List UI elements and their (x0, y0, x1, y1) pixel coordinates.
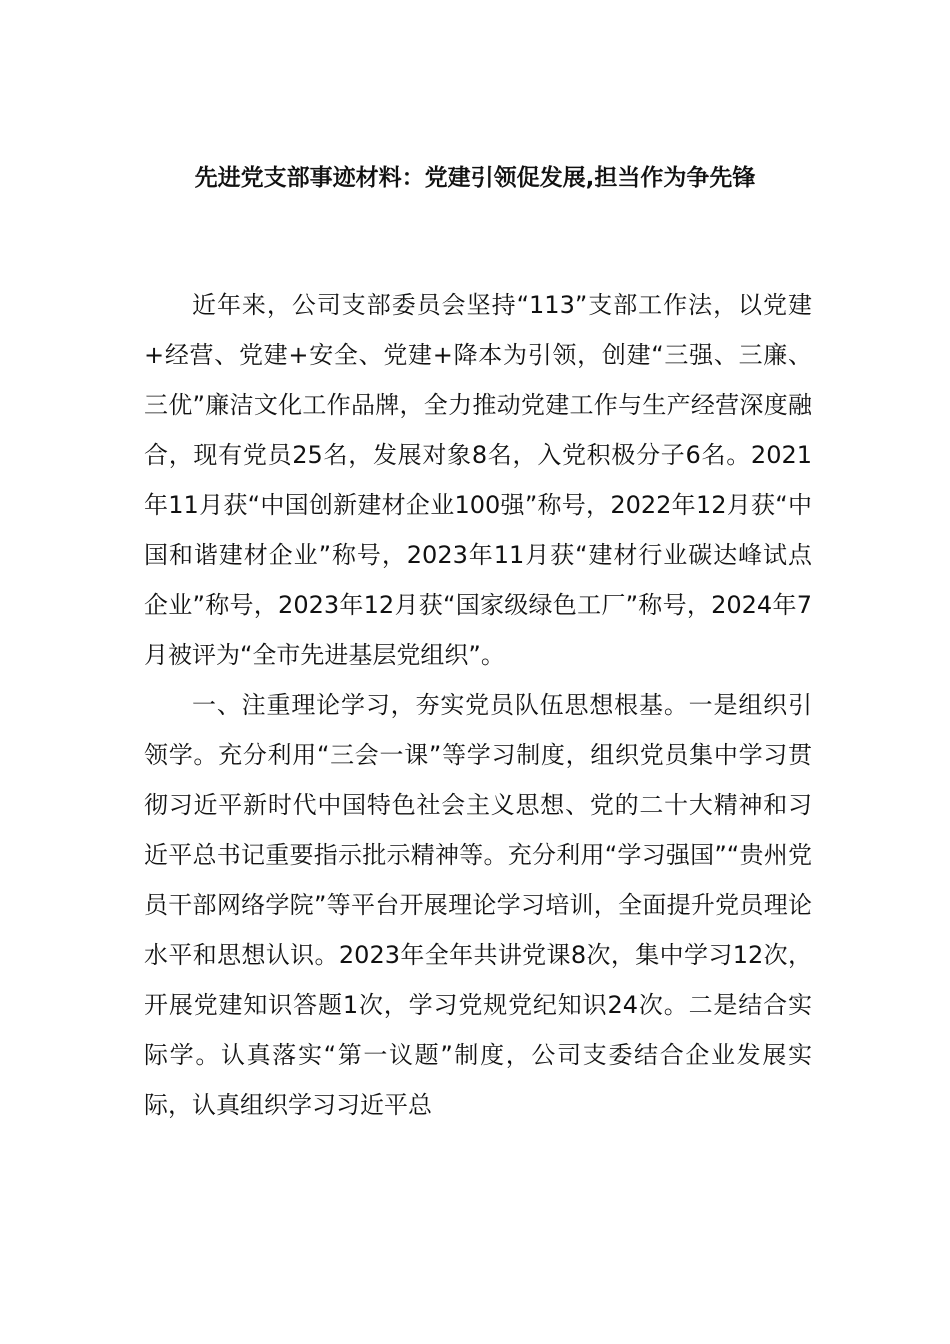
paragraph-section-one: 一、注重理论学习，夯实党员队伍思想根基。一是组织引领学。充分利用“三会一课”等学习制度，组织党员集中学习贯彻习近平新时代中国特色社会主义思想、党的二十大精神和习近平总书记重要指示批示精神等。充分利用“学习强国”“贵州党员干部网络学院”等平台开展理论学习培训，全面提升党员理论水平和思想认识。2023年全年共讲党课8次，集中学习12次，开展党建知识答题1次，学习党规党纪知识24次。二是结合实际学。认真落实“第一议题”制度，公司支委结合企业发展实际，认真组织学习习近平总 (144, 691, 812, 1119)
document-title: 先进党支部事迹材料：党建引领促发展,担当作为争先锋 (194, 165, 756, 191)
document-body (144, 280, 812, 1130)
paragraph-intro: 近年来，公司支部委员会坚持“113”支部工作法，以党建+经营、党建+安全、党建+降本为引领，创建“三强、三廉、三优”廉洁文化工作品牌，全力推动党建工作与生产经营深度融合，现有党员25名，发展对象8名，入党积极分子6名。2021年11月获“中国创新建材企业100强”称号，2022年12月获“中国和谐建材企业”称号，2023年11月获“建材行业碳达峰试点企业”称号，2023年12月获“国家级绿色工厂”称号，2024年7月被评为“全市先进基层党组织”。 (144, 291, 812, 669)
